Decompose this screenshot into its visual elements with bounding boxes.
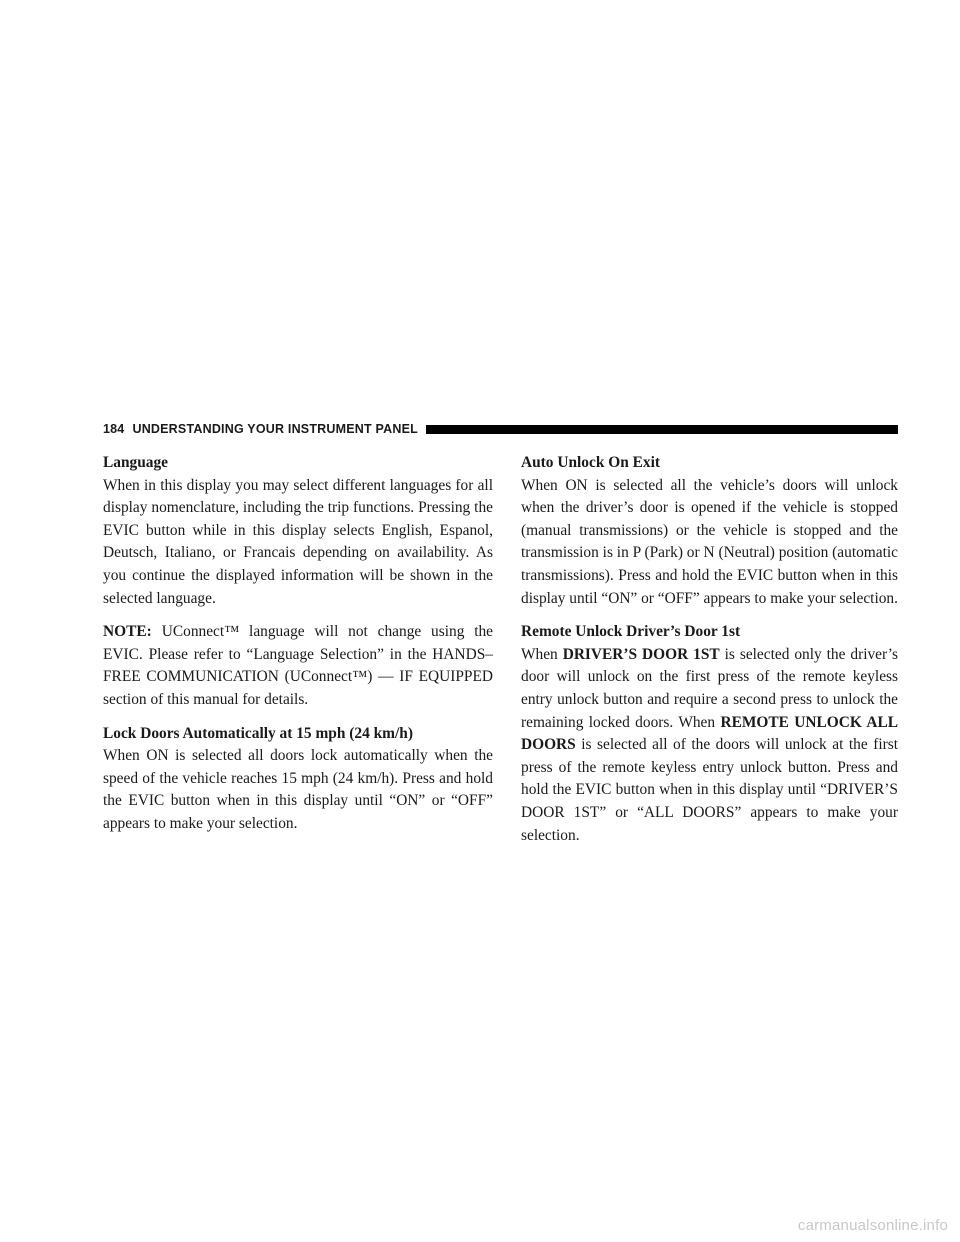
remote-unlock-text-3: is selected all of the doors will unlock at the first press of the remote keyless entry unlock button. Press and hold the EVIC button when in this display until “DRIVER’S DOOR 1ST” or “ALL DOORS” appears to make your selection. bbox=[521, 736, 898, 844]
drivers-door-1st-term: DRIVER’S DOOR 1ST bbox=[562, 645, 720, 663]
lock-doors-body: When ON is selected all doors lock automatically when the speed of the vehicle reaches 15 mph (24 km/h). Press and hold the EVIC button when in this display until “ON” or “OFF” appears to make your selection. bbox=[103, 747, 493, 832]
language-heading: Language bbox=[103, 454, 168, 471]
left-column bbox=[103, 452, 493, 847]
remote-unlock-heading: Remote Unlock Driver’s Door 1st bbox=[521, 623, 741, 641]
remote-unlock-text-2: is selected only the driver’s door will unlock on the first press of the remote keyless entry unlock button and require a second press to unlock the remaining locked doors. When bbox=[521, 645, 898, 731]
language-body: When in this display you may select different languages for all display nomenclature, including the trip functions. Pressing the EVIC button while in this display selects English, Espanol, Deutsch, Italiano, or Francais depending on availability. As you continue the displayed information will be shown in the selected language. bbox=[103, 476, 493, 607]
remote-unlock-all-doors-term: REMOTE UNLOCK ALL DOORS bbox=[521, 713, 898, 754]
section-title: UNDERSTANDING YOUR INSTRUMENT PANEL bbox=[132, 422, 418, 436]
page-number: 184 bbox=[103, 422, 125, 436]
remote-unlock-text-1: When bbox=[521, 645, 563, 663]
watermark: carmanualsonline.info bbox=[797, 1217, 948, 1234]
right-column bbox=[521, 452, 898, 858]
auto-unlock-body: When ON is selected all the vehicle’s doors will unlock when the driver’s door is opened if the vehicle is stopped (manual transmissions) or the vehicle is stopped and the transmission is in P (Park) or N (Neutral) position (automatic transmissions). Press and hold the EVIC button when in this display until “ON” or “OFF” appears to make your selection. bbox=[521, 476, 898, 607]
note-body: UConnect™ language will not change using the EVIC. Please refer to “Language Selection” in the HANDS–FREE COMMUNICATION (UConnect™) — IF EQUIPPED section of this manual for details. bbox=[103, 623, 493, 708]
header-rule bbox=[426, 425, 898, 434]
lock-doors-heading: Lock Doors Automatically at 15 mph (24 km/h) bbox=[103, 724, 413, 742]
remote-unlock-body bbox=[521, 644, 898, 847]
auto-unlock-heading: Auto Unlock On Exit bbox=[521, 454, 660, 471]
page-header bbox=[103, 420, 898, 438]
note-label: NOTE: bbox=[103, 623, 152, 641]
note-paragraph bbox=[103, 621, 493, 711]
